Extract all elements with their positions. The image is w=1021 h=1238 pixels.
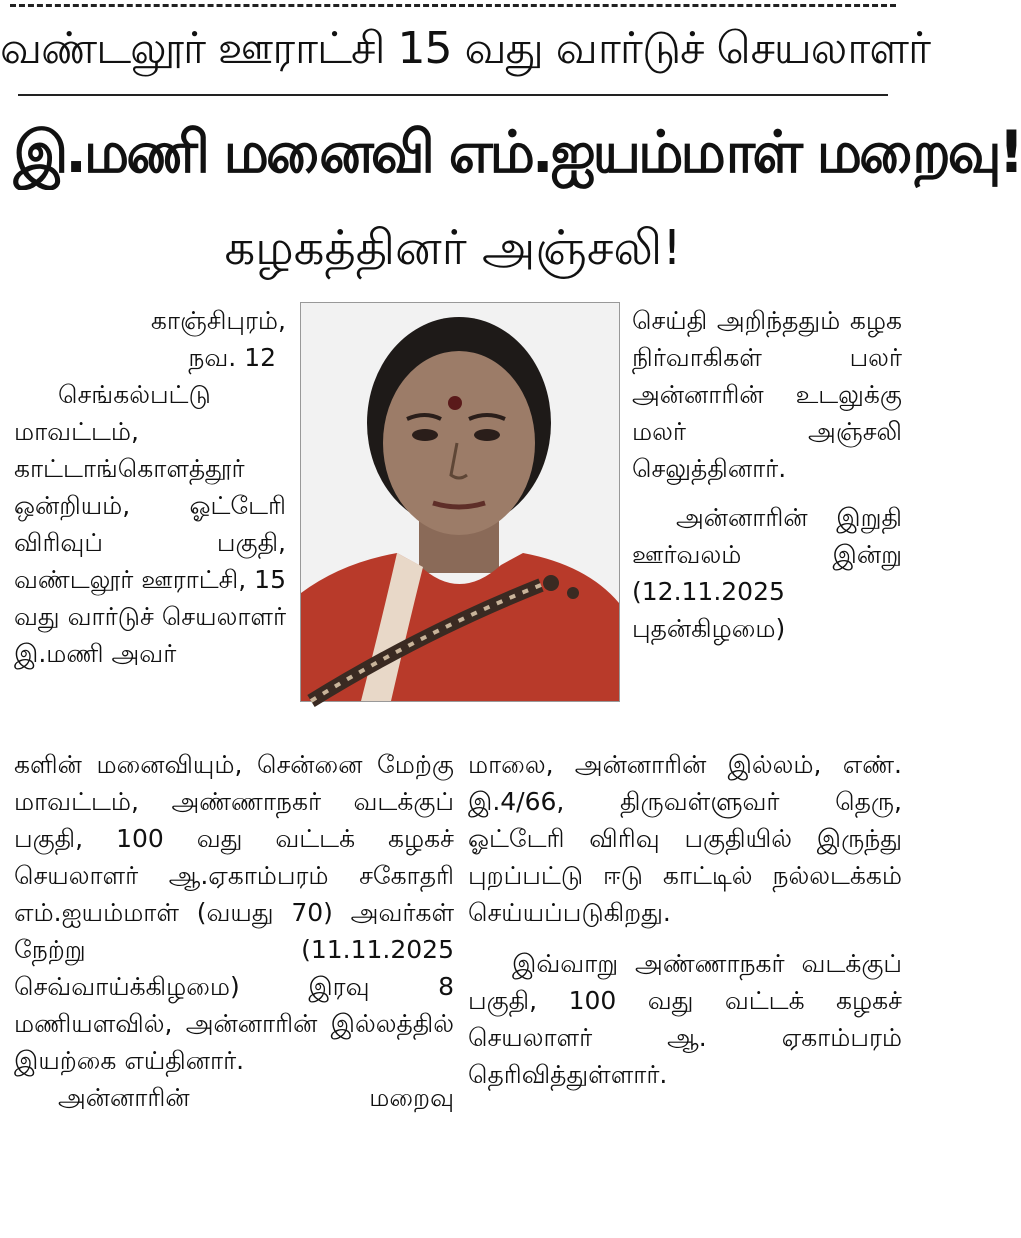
right-column [632,302,902,647]
portrait-image [301,303,619,701]
left-column [14,302,286,672]
article-paragraph-2-cont: செய்தி அறிந்ததும் கழக நிர்வாகிகள் பலர் அன்னாரின் உடலுக்கு மலர் அஞ்சலி செலுத்தினார். [632,306,902,483]
dashed-border [10,4,896,7]
article-paragraph-4: இவ்வாறு அண்ணாநகர் வடக்குப் பகுதி, 100 வது வட்டக் கழகச் செயலாளர் ஆ. ஏகாம்பரம் தெரிவித்துள்ளார். [468,949,902,1089]
article-paragraph-3: அன்னாரின் இறுதி ஊர்வலம் இன்று (12.11.2025 புதன்கிழமை) [632,503,902,643]
subheadline: கழகத்தினர் அஞ்சலி! [224,220,682,276]
headline: இ.மணி மனைவி எம்.ஐயம்மாள் மறைவு! [13,118,1021,186]
dateline-date: நவ. 12 [188,343,276,372]
dateline-place: காஞ்சிபுரம், [150,306,286,335]
article-paragraph-1-cont: களின் மனைவியும், சென்னை மேற்கு மாவட்டம், அண்ணாநகர் வடக்குப் பகுதி, 100 வது வட்டக் கழகச் செயலாளர் ஆ.ஏகாம்பரம் சகோதரி எம்.ஐயம்மாள் (வயது 70) அவர்கள் நேற்று (11.11.2025 செவ்வாய்க்கிழமை) இரவு 8 மணியளவில், அன்னாரின் இல்லத்தில் இயற்கை எய்தினார். [14,750,454,1075]
article-paragraph-3-cont: மாலை, அன்னாரின் இல்லம், எண். இ.4/66, திருவள்ளுவர் தெரு, ஓட்டேரி விரிவு பகுதியில் இருந்து புறப்பட்டு ஈடு காட்டில் நல்லடக்கம் செய்யப்படுகிறது. [468,750,902,927]
left-column-lower [14,746,454,1116]
portrait-photo [300,302,620,702]
article-paragraph-1: செங்கல்பட்டு மாவட்டம், காட்டாங்கொளத்தூர் ஒன்றியம், ஓட்டேரி விரிவுப் பகுதி, வண்டலூர் ஊராட்சி, 15 வது வார்டுச் செயலாளர் இ.மணி அவர் [14,380,286,668]
kicker-title: வண்டலூர் ஊராட்சி 15 வது வார்டுச் செயலாளர் [0,23,930,74]
right-column-lower [468,746,902,1093]
article-paragraph-2: அன்னாரின் மறைவு [58,1083,454,1112]
divider-rule [18,94,888,96]
